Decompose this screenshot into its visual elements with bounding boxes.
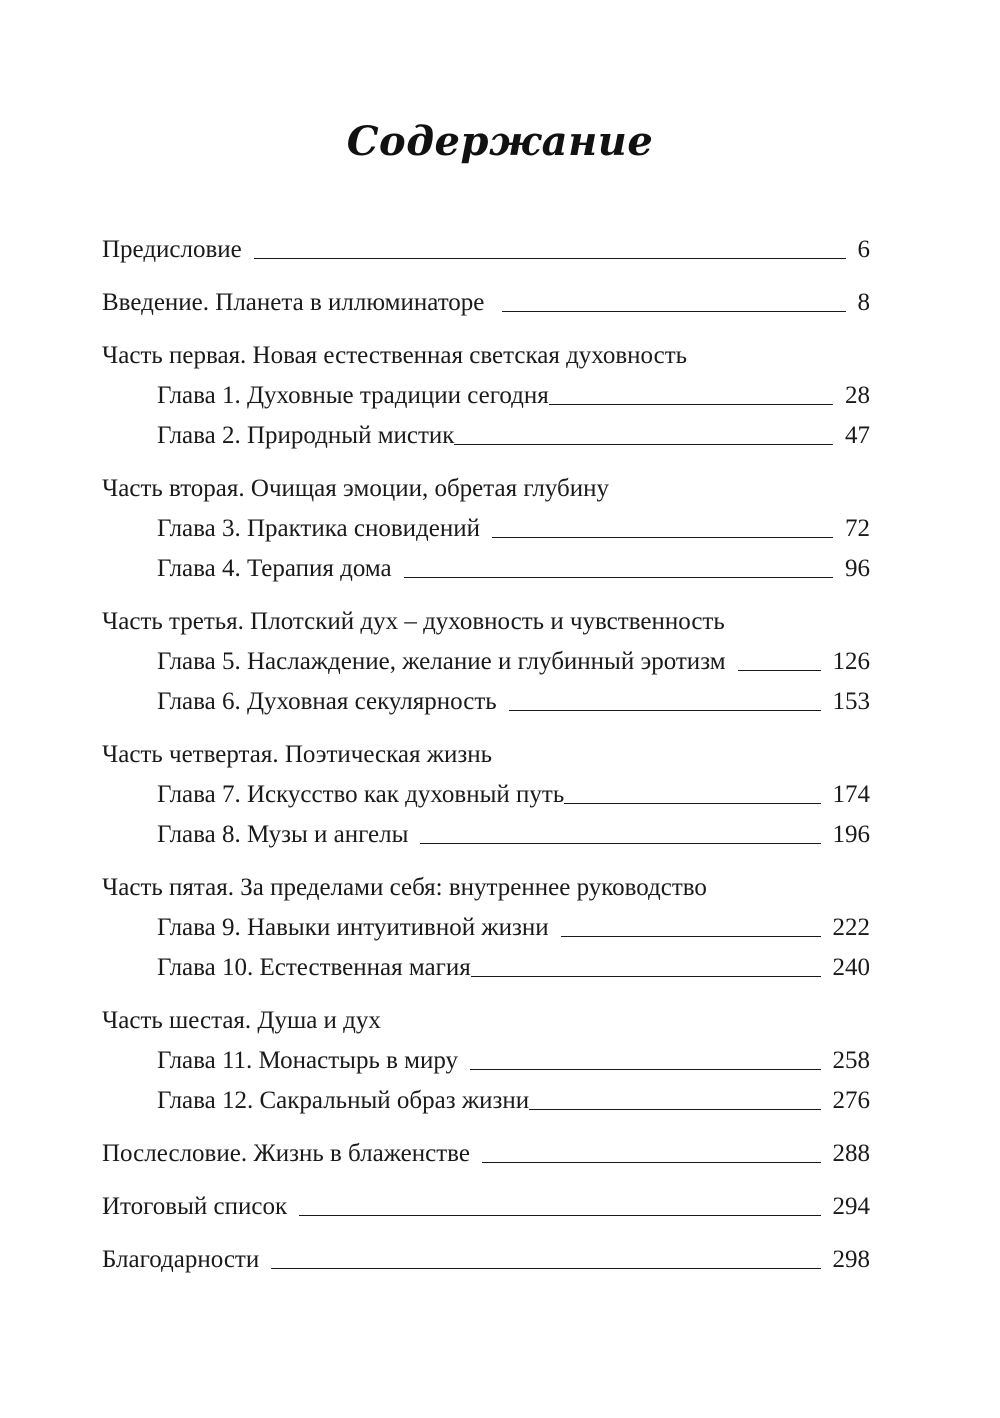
table-of-contents [102,230,870,1280]
toc-page-number: 126 [832,648,870,675]
toc-entry-label: Глава 10. Естественная магия [157,954,471,981]
toc-entry-preface[interactable] [102,230,870,270]
leader-line [482,1162,821,1163]
leader-line [471,976,821,977]
toc-part-label: Часть первая. Новая естественная светская духовность [102,342,688,369]
toc-entry-label: Глава 3. Практика сновидений [157,515,480,542]
toc-page-number: 294 [832,1193,870,1220]
leader-line [492,537,833,538]
toc-entry-label: Глава 12. Сакральный образ жизни [157,1087,530,1114]
leader-line [470,1069,820,1070]
toc-entry-label: Глава 9. Навыки интуитивной жизни [157,914,549,941]
toc-entry-label: Глава 8. Музы и ангелы [157,821,409,848]
toc-entry-label: Послесловие. Жизнь в блаженстве [102,1140,470,1167]
toc-part-label: Часть пятая. За пределами себя: внутреннее руководство [102,874,707,901]
toc-part-heading [102,469,870,509]
toc-part-heading [102,336,870,376]
toc-part-label: Часть третья. Плотский дух – духовность и чувственность [102,608,725,635]
toc-page-number: 174 [832,781,870,808]
leader-line [454,444,833,445]
toc-entry-chapter-5[interactable] [102,642,870,682]
toc-page-number: 276 [832,1087,870,1114]
toc-page-number: 196 [832,821,870,848]
toc-page-number: 153 [832,688,870,715]
toc-entry-label: Введение. Планета в иллюминаторе [102,289,485,316]
toc-page-number: 240 [832,954,870,981]
toc-entry-chapter-6[interactable] [102,682,870,722]
leader-line [561,936,821,937]
toc-part-label: Часть вторая. Очищая эмоции, обретая глубину [102,475,609,502]
toc-page-number: 6 [857,236,870,263]
toc-entry-chapter-10[interactable] [102,948,870,988]
toc-entry-intro[interactable] [102,283,870,323]
toc-page-number: 298 [832,1246,870,1273]
leader-line [271,1268,820,1269]
toc-entry-label: Глава 6. Духовная секулярность [157,688,497,715]
toc-entry-thanks[interactable] [102,1240,870,1280]
toc-page-number: 222 [832,914,870,941]
leader-line [738,670,821,671]
toc-part-heading [102,868,870,908]
leader-line [509,710,821,711]
toc-entry-chapter-11[interactable] [102,1041,870,1081]
toc-entry-label: Глава 1. Духовные традиции сегодня [157,382,549,409]
leader-line [564,803,820,804]
toc-entry-chapter-4[interactable] [102,549,870,589]
toc-entry-afterword[interactable] [102,1134,870,1174]
toc-entry-chapter-9[interactable] [102,908,870,948]
toc-page-number: 8 [857,289,870,316]
toc-part-heading [102,735,870,775]
toc-entry-chapter-8[interactable] [102,815,870,855]
leader-line [254,258,846,259]
leader-line [404,577,833,578]
toc-entry-chapter-1[interactable] [102,376,870,416]
leader-line [299,1215,820,1216]
leader-line [502,311,845,312]
toc-entry-label: Предисловие [102,236,242,263]
toc-page-number: 258 [832,1047,870,1074]
toc-part-label: Часть четвертая. Поэтическая жизнь [102,741,493,768]
toc-page-number: 72 [845,515,870,542]
toc-entry-summary[interactable] [102,1187,870,1227]
toc-entry-chapter-3[interactable] [102,509,870,549]
page-title: Содержание [346,118,654,165]
toc-entry-label: Глава 2. Природный мистик [157,422,455,449]
leader-line [420,843,820,844]
toc-entry-chapter-12[interactable] [102,1081,870,1121]
toc-entry-label: Благодарности [102,1246,260,1273]
toc-entry-label: Глава 5. Наслаждение, желание и глубинный эротизм [157,648,726,675]
toc-part-heading [102,1001,870,1041]
toc-page-number: 47 [845,422,870,449]
toc-entry-label: Глава 4. Терапия дома [157,555,392,582]
toc-entry-label: Глава 11. Монастырь в миру [157,1047,459,1074]
leader-line [549,404,833,405]
toc-entry-chapter-7[interactable] [102,775,870,815]
toc-page-number: 288 [832,1140,870,1167]
toc-entry-label: Глава 7. Искусство как духовный путь [157,781,565,808]
toc-page-number: 96 [845,555,870,582]
toc-page-number: 28 [845,382,870,409]
toc-part-label: Часть шестая. Душа и дух [102,1007,381,1034]
toc-part-heading [102,602,870,642]
leader-line [529,1109,820,1110]
toc-entry-label: Итоговый список [102,1193,288,1220]
toc-entry-chapter-2[interactable] [102,416,870,456]
